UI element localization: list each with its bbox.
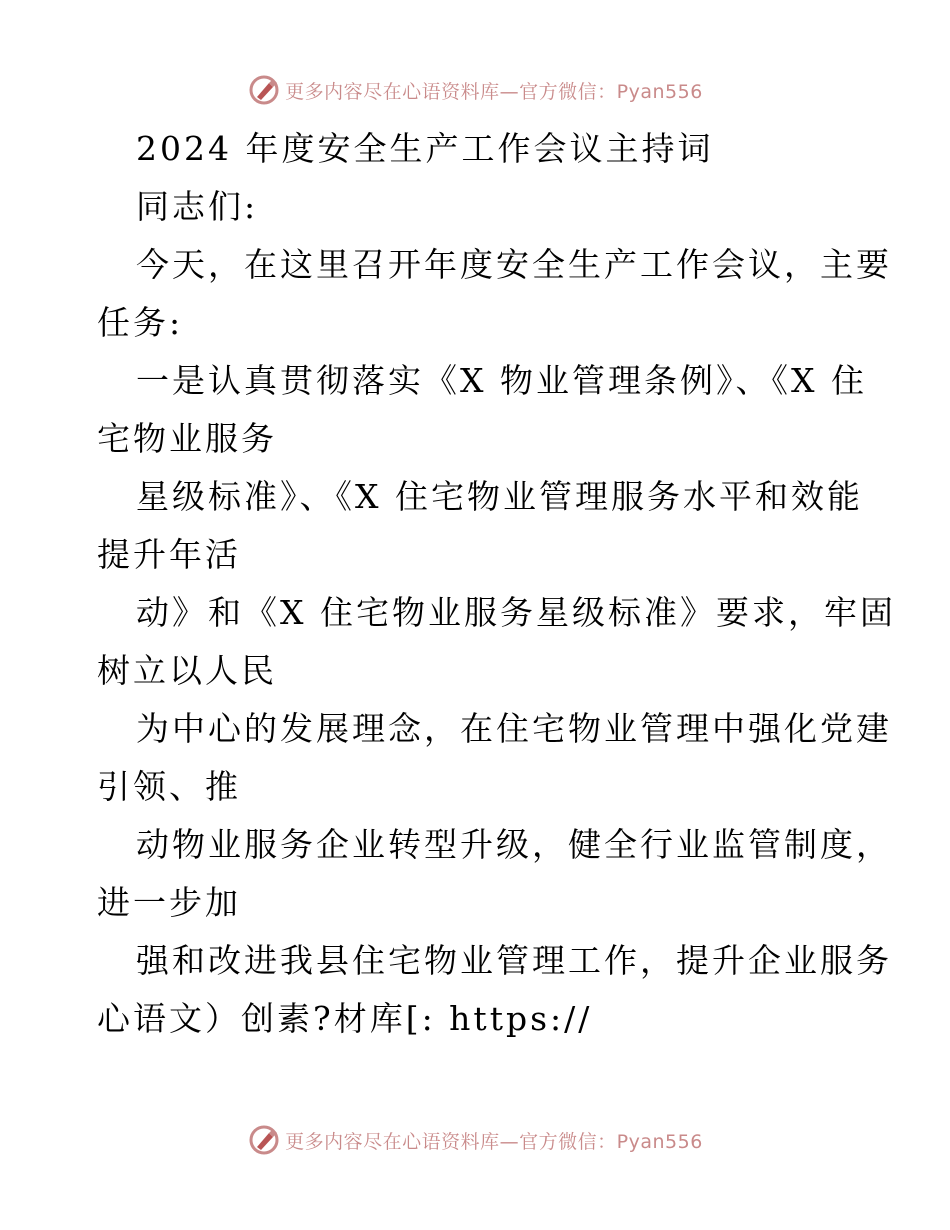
text-line: 心语文）创素?材库[: https:// (97, 999, 593, 1038)
watermark-text: 更多内容尽在心语资料库—官方微信：Pyan556 (285, 1130, 703, 1153)
text-line: 宅物业服务 (97, 419, 277, 458)
text-line: 一是认真贯彻落实《X 物业管理条例》、《X 住 (136, 361, 867, 400)
document-title: 2024 年度安全生产工作会议主持词 (136, 129, 714, 168)
text-line: 星级标准》、《X 住宅物业管理服务水平和效能 (136, 477, 863, 516)
text-line: 同志们: (136, 187, 259, 226)
text-line: 引领、推 (97, 767, 241, 806)
text-line: 提升年活 (97, 535, 241, 574)
text-line: 任务: (97, 303, 184, 342)
text-line: 为中心的发展理念，在住宅物业管理中强化党建 (136, 709, 892, 748)
text-line: 进一步加 (97, 883, 241, 922)
text-line: 今天，在这里召开年度安全生产工作会议，主要 (136, 245, 892, 284)
watermark-text: 更多内容尽在心语资料库—官方微信：Pyan556 (285, 80, 703, 103)
pen-nib-seal-icon (247, 1123, 281, 1157)
text-line: 动物业服务企业转型升级，健全行业监管制度， (136, 825, 892, 864)
text-line: 强和改进我县住宅物业管理工作，提升企业服务 (136, 941, 892, 980)
text-line: 动》和《X 住宅物业服务星级标准》要求，牢固 (136, 593, 896, 632)
header-watermark (0, 70, 950, 110)
pen-nib-seal-icon (247, 73, 281, 107)
footer-watermark (0, 1120, 950, 1160)
text-line: 树立以人民 (97, 651, 277, 690)
